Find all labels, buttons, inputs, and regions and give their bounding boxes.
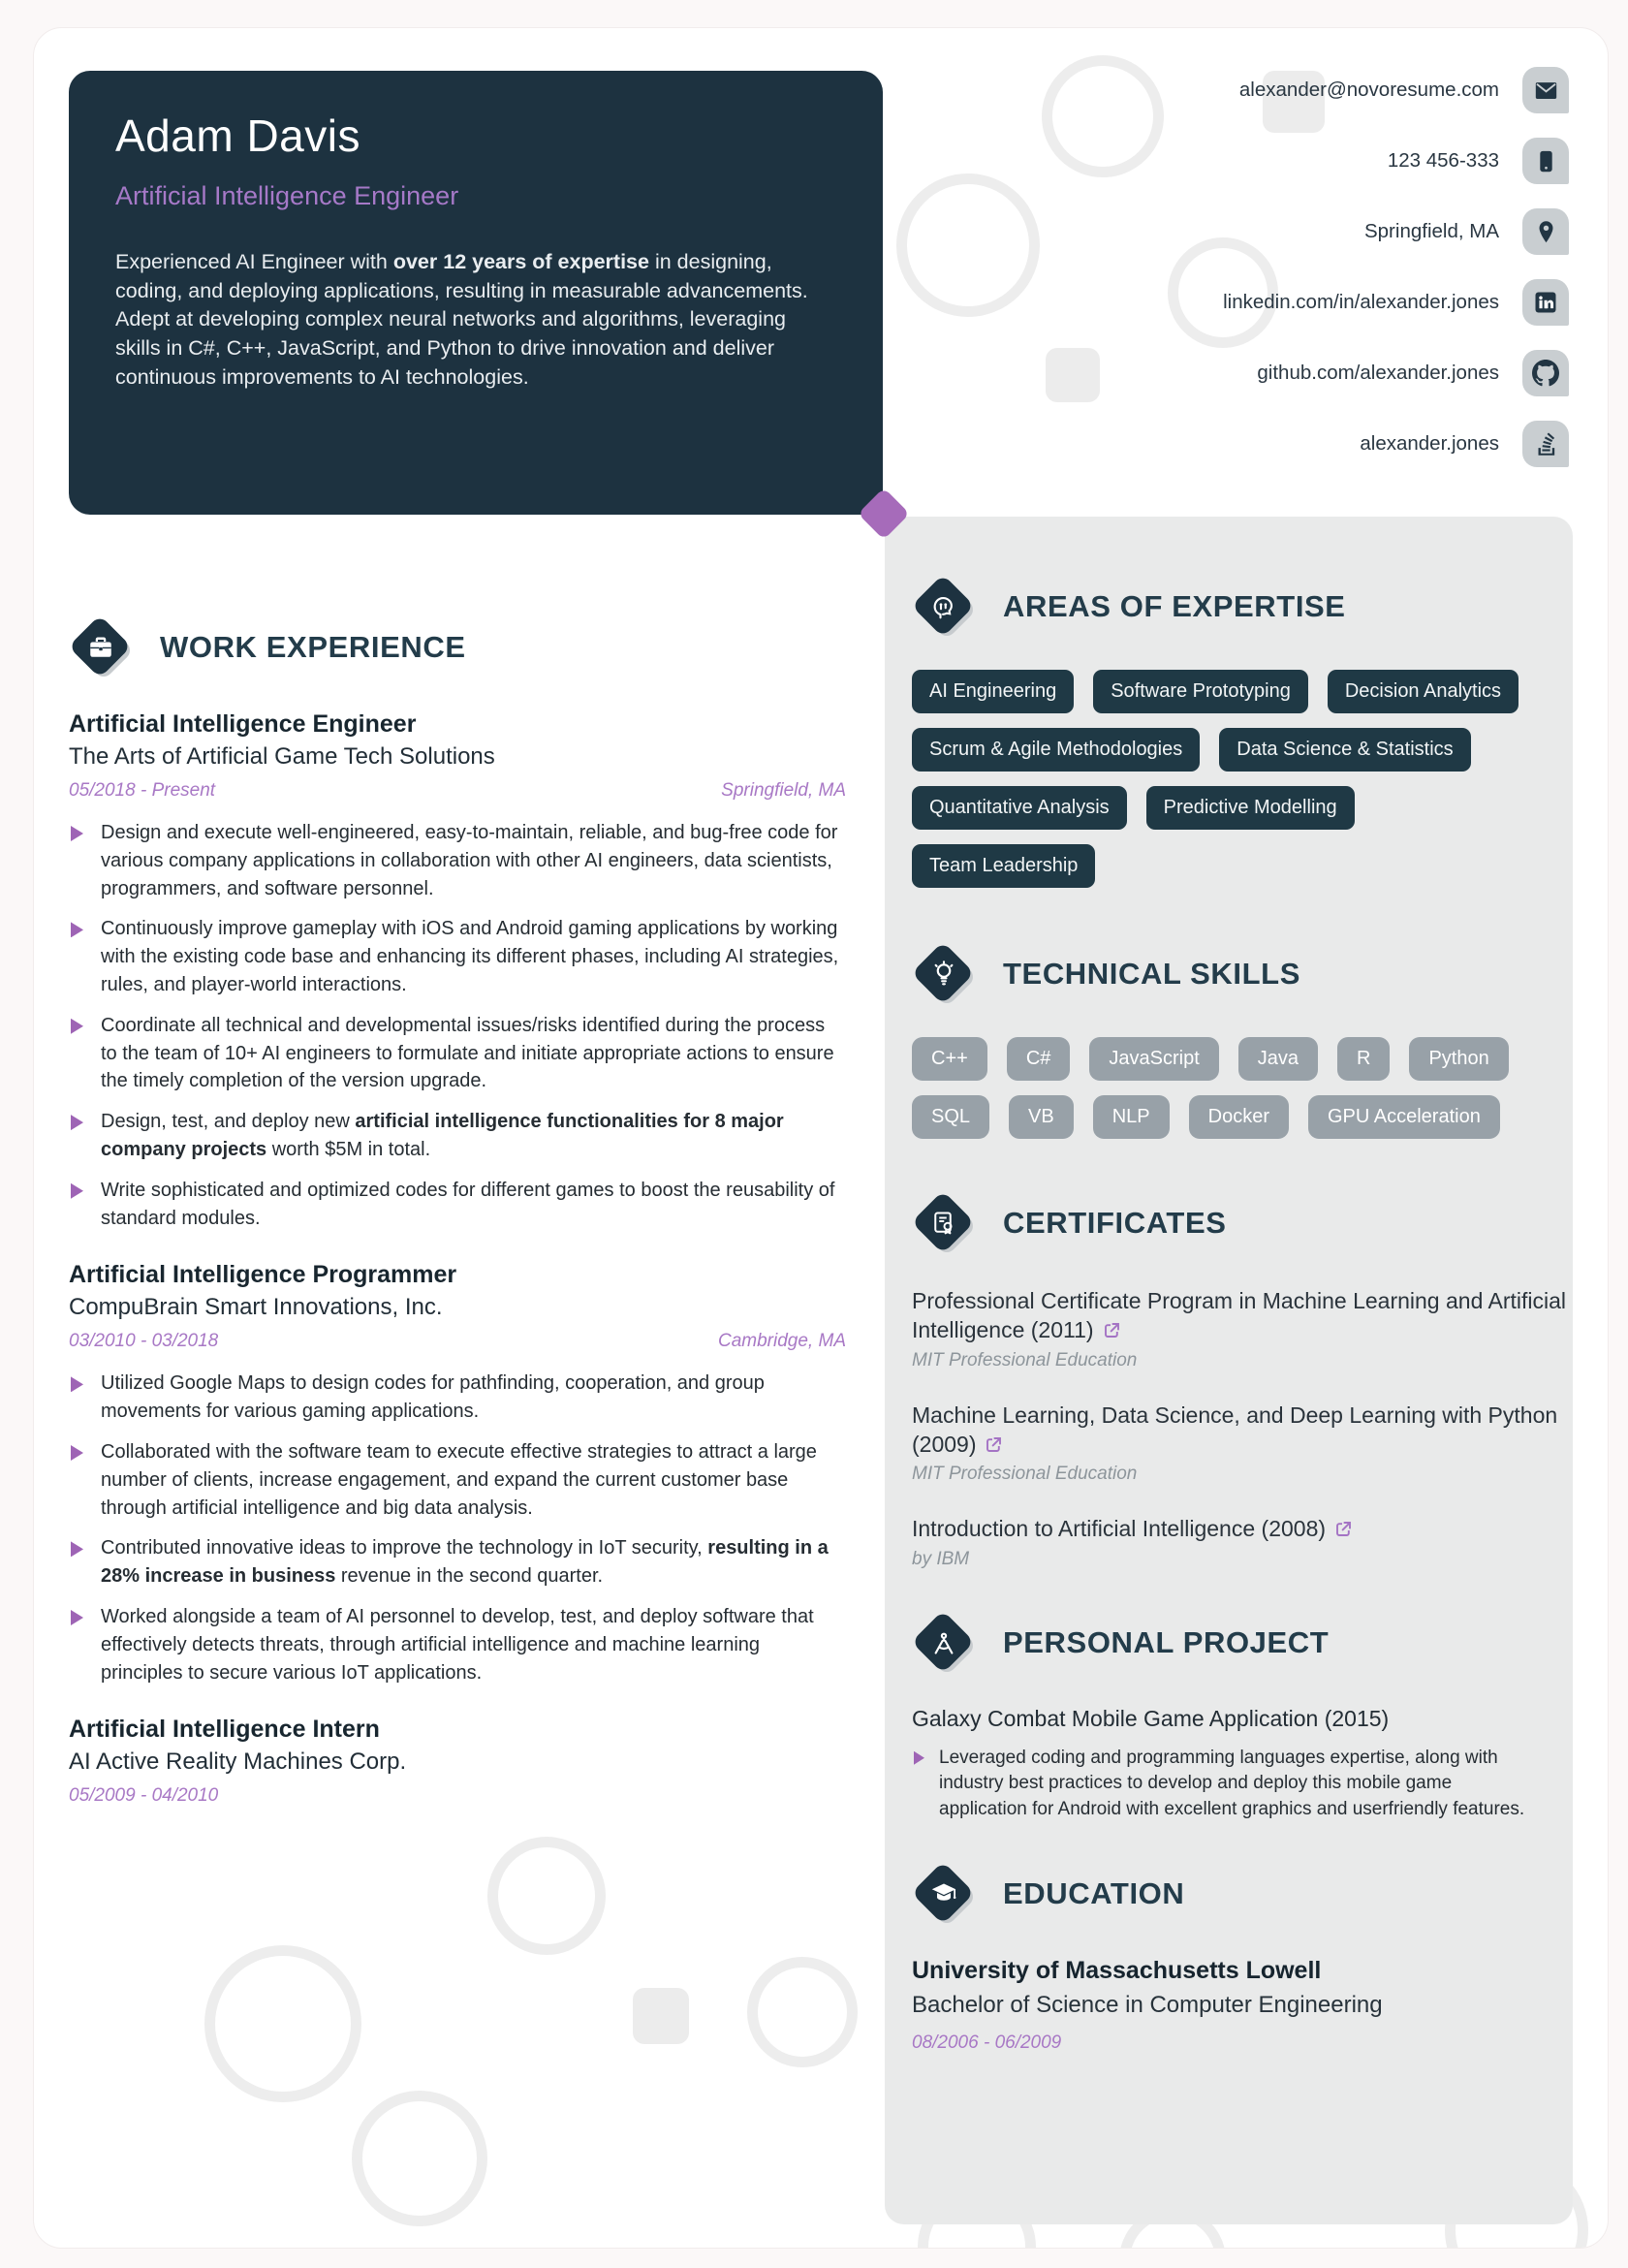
decor-ring [747,1957,858,2067]
skill-tag: JavaScript [1089,1037,1218,1081]
contact-item-stackoverflow[interactable] [1360,421,1569,467]
certificates-section [912,1191,1566,1570]
candidate-name: Adam Davis [115,110,360,161]
job-meta [69,780,846,802]
bullet-item: Worked alongside a team of AI personnel to develop, test, and deploy software that effectively detects threats, through artificial intelligence and machine learning principles to secure various IoT applications. [69,1603,846,1686]
contact-icon-chip [1522,67,1569,113]
certificate-title: Professional Certificate Program in Machine Learning and Artificial Intelligence (2011) [912,1288,1566,1343]
skill-tag: Python [1409,1037,1508,1081]
contact-text: 123 456-333 [1387,149,1499,172]
project-section [912,1611,1544,1823]
skill-tag: NLP [1093,1095,1170,1139]
job-entry [69,1716,846,1807]
candidate-title: Artificial Intelligence Engineer [115,181,459,210]
section-title: TECHNICAL SKILLS [1003,957,1300,991]
contact-item-email[interactable] [1239,67,1569,113]
stackoverflow-icon [1533,431,1559,457]
compass-icon [912,1611,976,1675]
expertise-tag: Predictive Modelling [1146,786,1355,830]
decor-ring [204,1945,361,2102]
certificate-issuer: by IBM [912,1548,970,1569]
expertise-section [912,575,1544,888]
resume-card [33,27,1609,2249]
expertise-tags [912,670,1544,888]
bullet-item: Coordinate all technical and developmental issues/risks identified during the process to the team of 10+ AI engineers to formulate and initiate appropriate actions to ensure the timely completion of the version upgrade. [69,1012,846,1095]
education-school: University of Massachusetts Lowell [912,1956,1322,1984]
certificate-item [912,1401,1558,1486]
project-header [912,1611,1544,1675]
job-entry [69,710,846,1232]
skill-tag: SQL [912,1095,989,1139]
jobs-list [69,710,846,1807]
decor-ring [487,1837,606,1955]
project-title: Galaxy Combat Mobile Game Application (2015) [912,1705,1390,1731]
external-link-icon[interactable] [1333,1519,1354,1539]
location-pin-icon [1533,219,1559,245]
contact-item-linkedin[interactable] [1223,279,1569,326]
job-title: Artificial Intelligence Intern [69,1716,380,1744]
contact-icon-chip [1522,138,1569,184]
skill-tag: C# [1007,1037,1071,1081]
skills-header [912,942,1544,1006]
right-column [885,517,1573,2224]
contact-icon-chip [1522,208,1569,255]
section-title: CERTIFICATES [1003,1206,1227,1240]
decor-square [633,1988,689,2044]
job-dates: 05/2018 - Present [69,780,216,801]
github-icon [1532,360,1559,387]
briefcase-icon [69,615,133,679]
skill-tag: C++ [912,1037,987,1081]
work-experience-section [69,615,846,1836]
job-entry [69,1261,846,1686]
job-location: Cambridge, MA [718,1331,846,1352]
job-meta [69,1331,846,1352]
expertise-tag: AI Engineering [912,670,1074,713]
contact-text: alexander@novoresume.com [1238,79,1499,101]
job-title: Artificial Intelligence Programmer [69,1261,457,1289]
bullet-item: Contributed innovative ideas to improve the technology in IoT security, resulting in a 28% increase in business revenue in the second quarter. [69,1534,846,1591]
contact-icon-chip [1522,279,1569,326]
section-title: AREAS OF EXPERTISE [1003,589,1346,623]
contact-text: github.com/alexander.jones [1257,362,1499,384]
section-title: EDUCATION [1003,1875,1185,1910]
certificates-header [912,1191,1544,1255]
expertise-tag: Team Leadership [912,844,1095,888]
contact-icon-chip [1522,421,1569,467]
expertise-tag: Software Prototyping [1093,670,1308,713]
skills-section [912,942,1544,1139]
linkedin-icon [1532,289,1559,316]
expertise-tag: Decision Analytics [1328,670,1518,713]
work-experience-header [69,615,846,679]
job-bullets [69,1370,846,1686]
contact-item-phone[interactable] [1388,138,1569,184]
bullet-item: Design and execute well-engineered, easy-to-maintain, reliable, and bug-free code for various company applications in collaboration with other AI engineers, data scientists, programmers, and software personnel. [69,819,846,902]
expertise-header [912,575,1544,639]
phone-icon [1533,148,1559,174]
job-bullets [69,819,846,1232]
job-dates: 05/2009 - 04/2010 [69,1785,219,1807]
decor-ring [352,2091,487,2226]
expertise-tag: Scrum & Agile Methodologies [912,728,1200,772]
decor-square [1046,348,1100,402]
bullet-item: Write sophisticated and optimized codes for different games to boost the reusability of standard modules. [69,1177,846,1233]
certificate-item [912,1514,1544,1569]
contact-icon-chip [1522,350,1569,396]
education-dates: 08/2006 - 06/2009 [912,2032,1062,2053]
certificate-item [912,1286,1566,1371]
contact-text: linkedin.com/in/alexander.jones [1223,291,1499,313]
bullet-item: Continuously improve gameplay with iOS and Android gaming applications by working with the existing code base and enhancing its different phases, including AI strategies, rules, and player-world interactions. [69,915,846,998]
certificate-issuer: MIT Professional Education [912,1464,1138,1485]
certificate-icon [912,1191,976,1255]
skill-tag: GPU Acceleration [1308,1095,1500,1139]
bullet-item: Design, test, and deploy new artificial intelligence functionalities for 8 major company projects worth $5M in total. [69,1108,846,1164]
bullet-item: Collaborated with the software team to execute effective strategies to attract a large number of clients, increase engagement, and expand the current customer base through artificial intelligence and big data analysis. [69,1438,846,1522]
skill-tag: R [1337,1037,1390,1081]
contact-item-location-pin[interactable] [1364,208,1569,255]
skill-tags [912,1037,1544,1139]
job-meta [69,1785,846,1807]
section-title: PERSONAL PROJECT [1003,1624,1330,1659]
contact-item-github[interactable] [1257,350,1569,396]
graduation-cap-icon [912,1862,976,1926]
education-section [912,1862,1544,2054]
expertise-tag: Data Science & Statistics [1219,728,1470,772]
header-box [69,71,883,515]
certificate-title: Machine Learning, Data Science, and Deep Learning with Python (2009) [912,1402,1558,1458]
job-company: AI Active Reality Machines Corp. [69,1748,407,1776]
external-link-icon[interactable] [984,1434,1004,1455]
external-link-icon[interactable] [1102,1320,1122,1340]
certificate-issuer: MIT Professional Education [912,1349,1138,1370]
skill-tag: VB [1009,1095,1074,1139]
bullet-item: Leveraged coding and programming languages expertise, along with industry best practices to develop and deploy this mobile game application for Android with excellent graphics and userfriendly features. [912,1746,1544,1823]
section-title: WORK EXPERIENCE [160,630,466,664]
contact-text: alexander.jones [1360,432,1499,455]
candidate-summary: Experienced AI Engineer with over 12 years of expertise in designing, coding, and deploying applications, resulting in measurable advancements. Adept at developing complex neural networks and algorithms, leveraging skills in C#, C++, JavaScript, and Python to drive innovation and deliver continuous improvements to AI technologies. [115,250,808,389]
decor-ring [896,173,1040,317]
expertise-tag: Quantitative Analysis [912,786,1127,830]
certificate-title: Introduction to Artificial Intelligence (2008) [912,1514,1571,1543]
decor-ring [1042,55,1164,177]
education-header [912,1862,1544,1926]
job-company: The Arts of Artificial Game Tech Solutions [69,743,495,770]
contact-text: Springfield, MA [1363,220,1499,242]
education-degree: Bachelor of Science in Computer Engineering [912,1991,1383,2018]
bullet-item: Utilized Google Maps to design codes for pathfinding, cooperation, and group movements for various gaming applications. [69,1370,846,1426]
skill-tag: Java [1238,1037,1318,1081]
job-title: Artificial Intelligence Engineer [69,710,417,738]
job-dates: 03/2010 - 03/2018 [69,1331,219,1352]
job-company: CompuBrain Smart Innovations, Inc. [69,1294,443,1321]
lightbulb-icon [912,942,976,1006]
certificates-list [912,1286,1566,1570]
job-location: Springfield, MA [721,780,846,801]
project-bullets [912,1746,1544,1823]
ai-head-icon [912,575,976,639]
email-icon [1533,78,1559,104]
skill-tag: Docker [1189,1095,1289,1139]
